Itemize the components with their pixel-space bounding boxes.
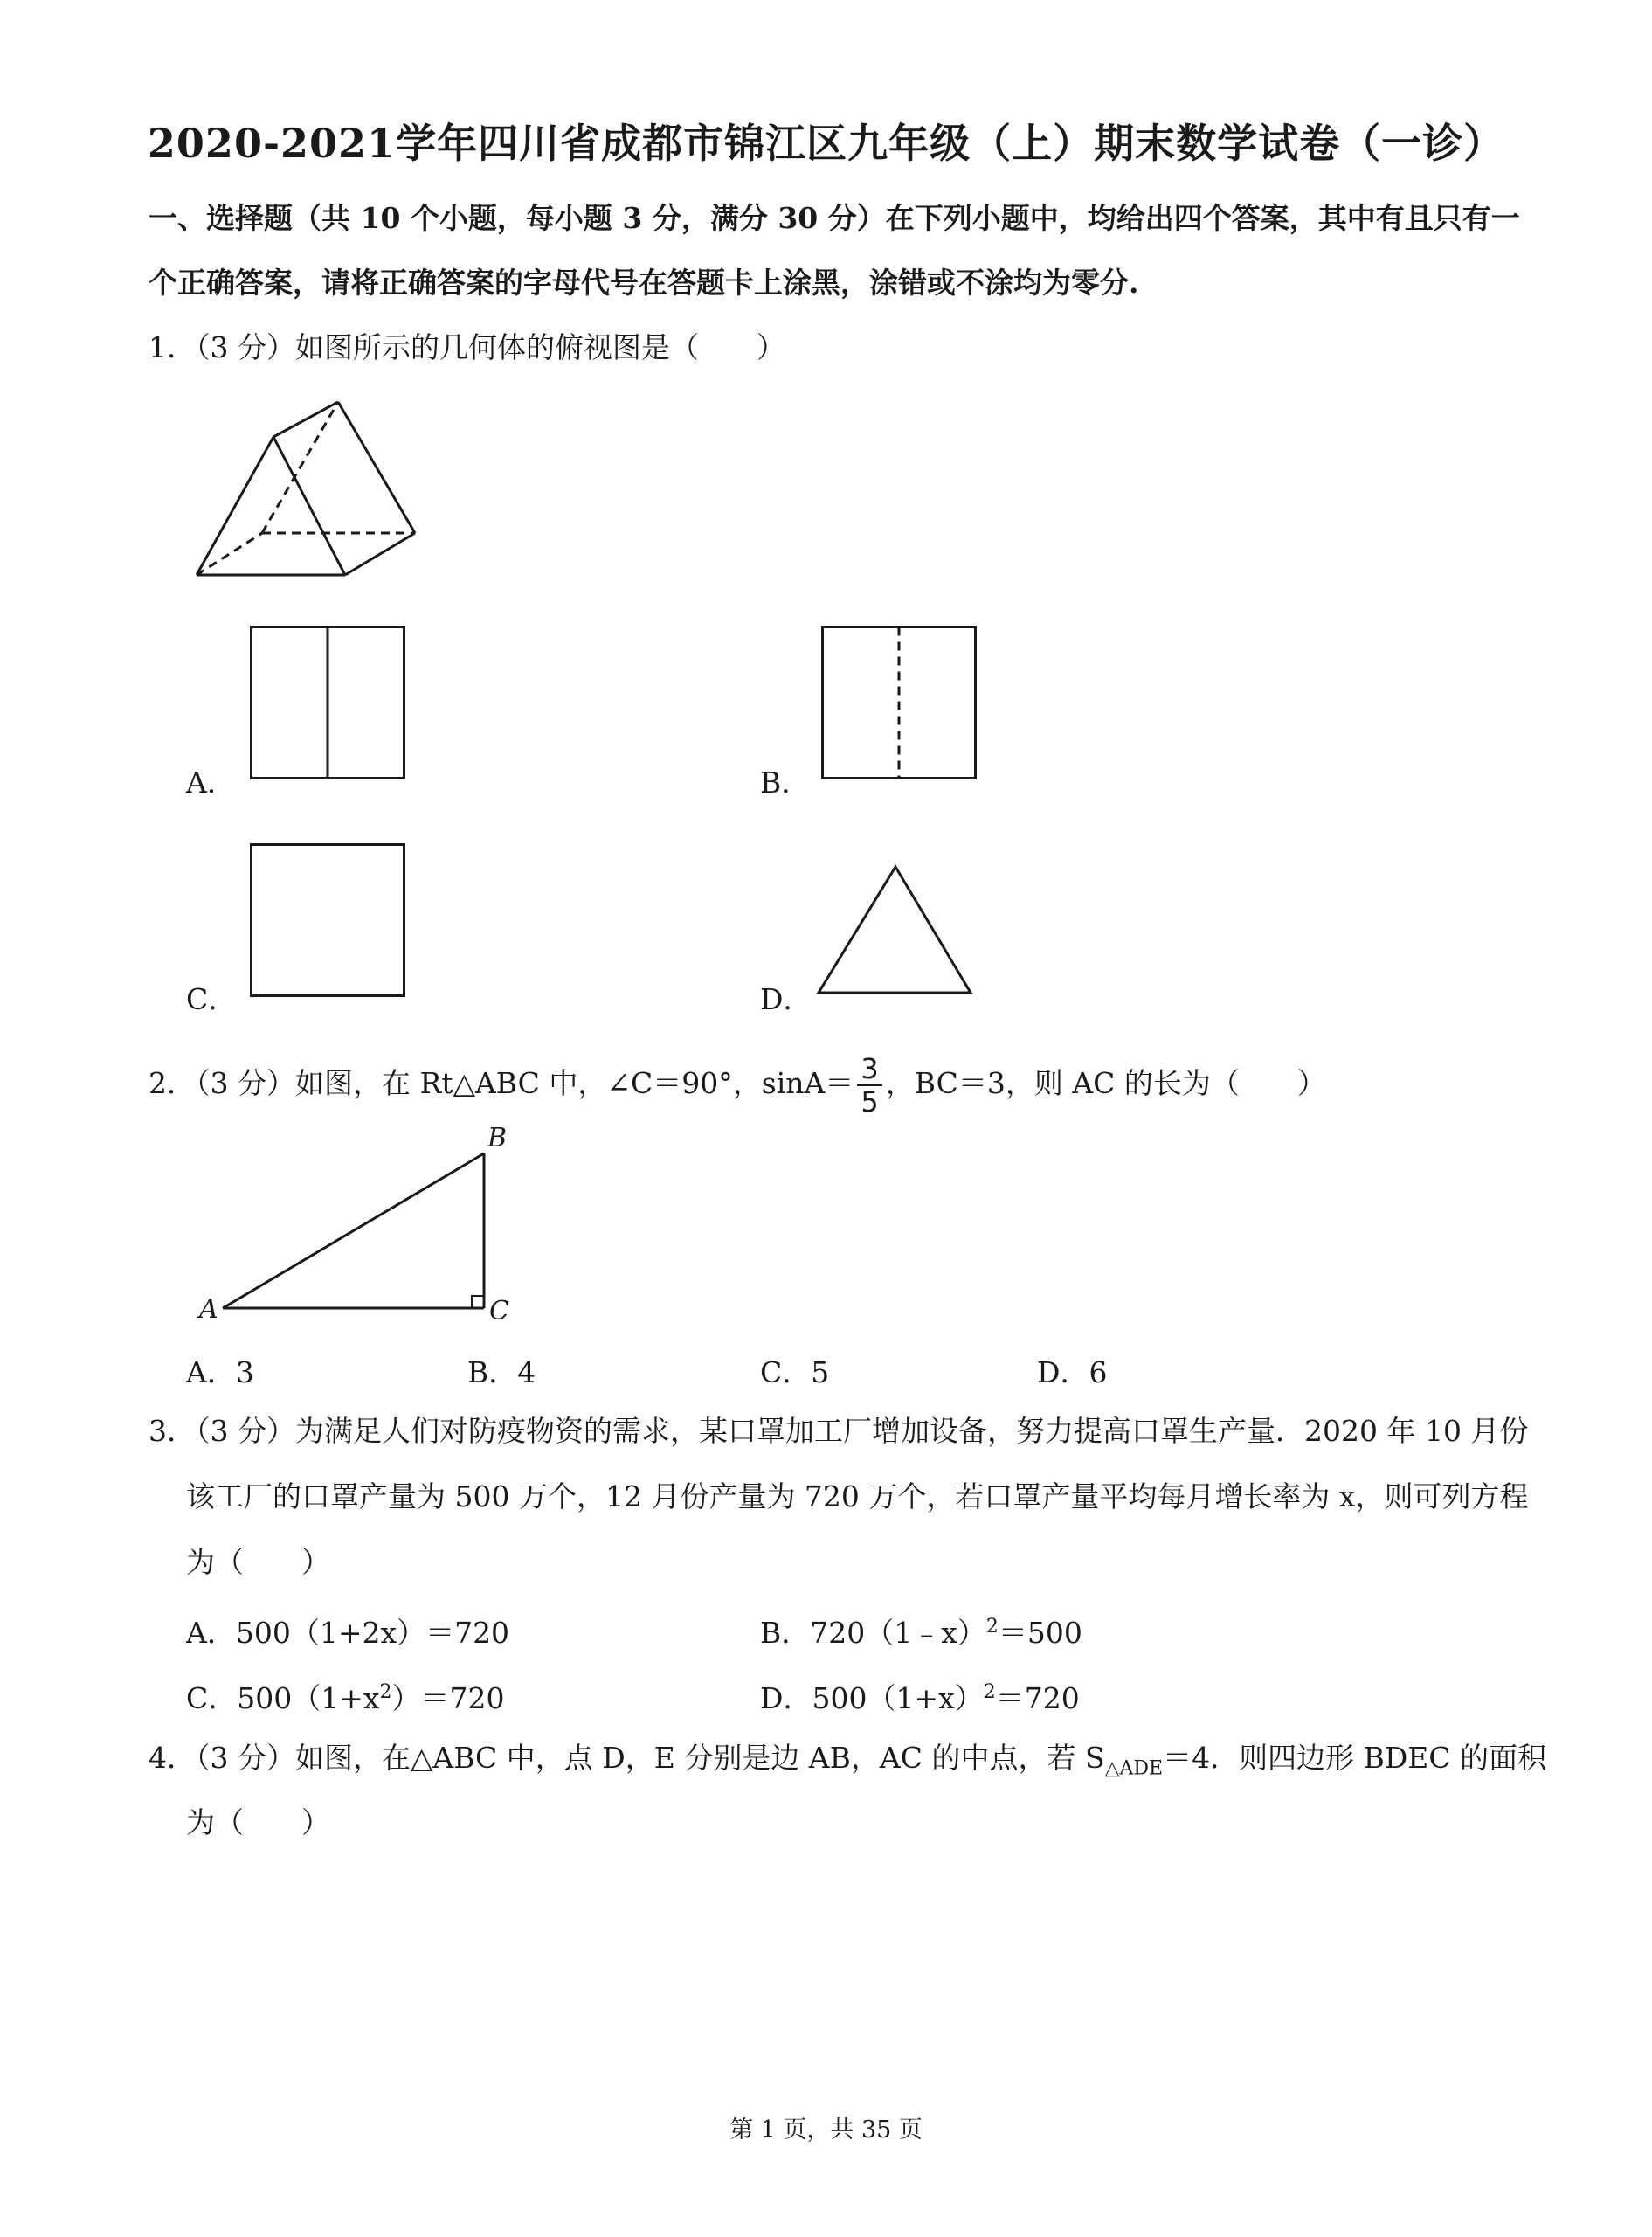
prism-figure — [197, 393, 424, 581]
q3-option-d-rest: ＝720 — [995, 1681, 1080, 1715]
q1-option-d-figure — [817, 865, 974, 996]
q2-suffix: ，BC＝3，则 AC 的长为（ ） — [885, 1066, 1326, 1100]
question-3-line3: 为（ ） — [186, 1545, 330, 1579]
q3-option-c-base: C．500（1+x — [186, 1681, 380, 1715]
q4-text-end: ＝4．则四边形 BDEC 的面积 — [1163, 1741, 1547, 1775]
question-4-line2: 为（ ） — [186, 1805, 330, 1839]
q2-option-b: B．4 — [467, 1355, 536, 1389]
q4-area-subscript: △ADE — [1104, 1757, 1164, 1780]
q3-option-d-exponent: 2 — [983, 1681, 996, 1703]
question-1-text: 1．（3 分）如图所示的几何体的俯视图是（ ） — [149, 330, 785, 364]
question-2-text — [149, 1049, 1326, 1118]
q2-option-a: A．3 — [186, 1355, 254, 1389]
question-3-line1: 3．（3 分）为满足人们对防疫物资的需求，某口罩加工厂增加设备，努力提高口罩生产量．2020 年 10 月份 — [149, 1414, 1529, 1448]
fraction-numerator: 3 — [857, 1053, 881, 1086]
sin-fraction — [857, 1053, 881, 1118]
question-3-line2: 该工厂的口罩产量为 500 万个，12 月份产量为 720 万个，若口罩产量平均每月增长率为 x，则可列方程 — [186, 1479, 1529, 1513]
section-instructions-line2: 个正确答案，请将正确答案的字母代号在答题卡上涂黑，涂错或不涂均为零分. — [149, 266, 1139, 300]
q1-option-c-figure — [250, 843, 405, 997]
q1-option-d-label: D． — [760, 982, 812, 1016]
q3-option-c-exponent: 2 — [379, 1681, 392, 1703]
right-triangle-figure — [192, 1123, 524, 1328]
q1-option-a-label: A． — [186, 765, 236, 800]
q1-option-b-label: B． — [760, 765, 811, 800]
q3-option-d — [760, 1676, 1080, 1717]
q3-option-c — [186, 1676, 505, 1717]
vertex-b-label: B — [487, 1123, 508, 1153]
vertex-a-label: A — [199, 1294, 218, 1325]
q3-option-b — [760, 1610, 1082, 1652]
fraction-denominator: 5 — [861, 1085, 879, 1118]
q3-option-c-rest: ）＝720 — [391, 1681, 505, 1715]
q3-option-b-rest: ＝500 — [998, 1616, 1082, 1650]
q3-option-b-base: B．720（1﹣x） — [760, 1616, 986, 1650]
section-instructions-line1: 一、选择题（共 10 个小题，每小题 3 分，满分 30 分）在下列小题中，均给出四个答案，其中有且只有一 — [149, 201, 1520, 235]
vertex-c-label: C — [489, 1296, 509, 1326]
q1-option-b-figure — [821, 626, 977, 779]
q3-option-a: A．500（1+2x）＝720 — [186, 1616, 510, 1650]
q2-option-c: C．5 — [760, 1355, 830, 1389]
q1-option-a-figure — [250, 626, 405, 779]
question-4-line1 — [149, 1741, 1546, 1787]
q2-prefix: 2．（3 分）如图，在 Rt△ABC 中，∠C＝90°，sinA＝ — [149, 1066, 854, 1100]
q3-option-d-base: D．500（1+x） — [760, 1681, 984, 1715]
q1-option-c-label: C． — [186, 982, 238, 1016]
q4-text-start: 4．（3 分）如图，在△ABC 中，点 D，E 分别是边 AB，AC 的中点，若 S — [149, 1741, 1105, 1775]
page-title: 2020-2021学年四川省成都市锦江区九年级（上）期末数学试卷（一诊） — [147, 120, 1505, 167]
q2-option-d: D．6 — [1037, 1355, 1108, 1389]
q3-option-b-exponent: 2 — [985, 1616, 999, 1638]
page-footer: 第 1 页，共 35 页 — [729, 2116, 923, 2144]
